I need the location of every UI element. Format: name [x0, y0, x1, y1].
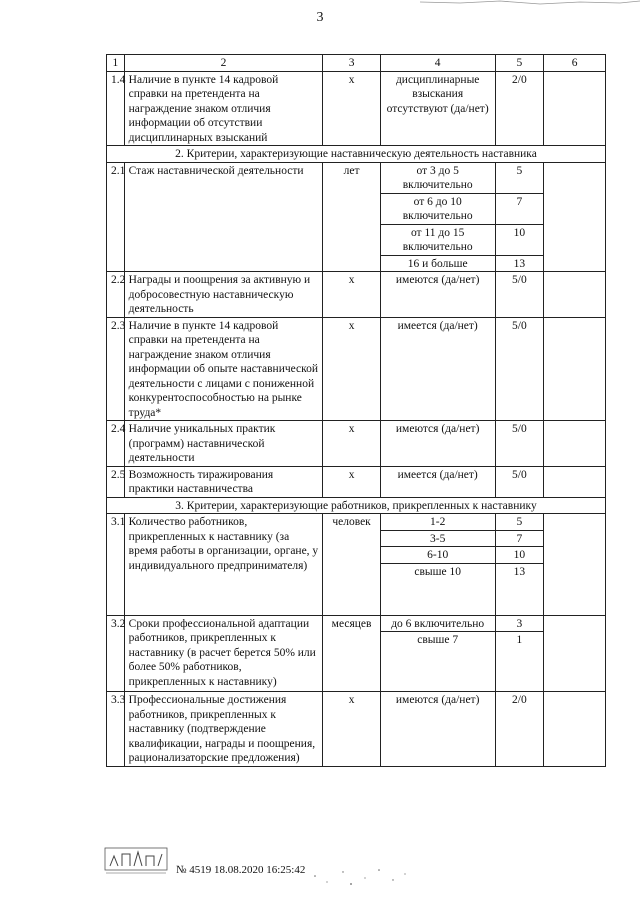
- row-number: 2.1: [107, 162, 125, 272]
- note-cell: [544, 272, 606, 318]
- row-number: 3.1: [107, 514, 125, 616]
- score-cell: 5/0: [495, 466, 544, 497]
- row-number: 3.2: [107, 615, 125, 692]
- score-cell: 2/0: [495, 71, 544, 146]
- score-cell: 10: [495, 547, 544, 564]
- score-cell: 1: [495, 632, 544, 692]
- criterion-text: Наличие в пункте 14 кадровой справки на претендента на награждение знаком отличия информации об опыте наставнической деятельности с лицами с пониженной конкурентоспособностью на рынке труда*: [124, 317, 323, 421]
- value-cell: имеются (да/нет): [380, 692, 495, 767]
- note-cell: [544, 317, 606, 421]
- unit-cell: х: [323, 421, 380, 467]
- value-cell: от 6 до 10 включительно: [380, 193, 495, 224]
- header-cell: 4: [380, 55, 495, 72]
- criterion-text: Профессиональные достижения работников, прикрепленных к наставнику (подтверждение квалификации, награды и поощрения, рационализаторские предложения): [124, 692, 323, 767]
- note-cell: [544, 692, 606, 767]
- row-number: 2.3: [107, 317, 125, 421]
- header-cell: 3: [323, 55, 380, 72]
- value-cell: 6-10: [380, 547, 495, 564]
- header-row: [107, 55, 606, 72]
- score-cell: 7: [495, 193, 544, 224]
- unit-cell: х: [323, 272, 380, 318]
- section-title: 2. Критерии, характеризующие наставническую деятельность наставника: [107, 146, 606, 163]
- section-title: 3. Критерии, характеризующие работников, прикрепленных к наставнику: [107, 497, 606, 514]
- row-number: 2.4: [107, 421, 125, 467]
- criterion-text: Награды и поощрения за активную и добросовестную наставническую деятельность: [124, 272, 323, 318]
- table-row: [107, 615, 606, 632]
- header-cell: 2: [124, 55, 323, 72]
- score-cell: 13: [495, 563, 544, 615]
- value-cell: 3-5: [380, 530, 495, 547]
- value-cell: имеются (да/нет): [380, 272, 495, 318]
- value-cell: 1-2: [380, 514, 495, 531]
- criterion-text: Наличие уникальных практик (программ) наставнической деятельности: [124, 421, 323, 467]
- row-number: 2.5: [107, 466, 125, 497]
- score-cell: 3: [495, 615, 544, 632]
- score-cell: 13: [495, 255, 544, 272]
- value-cell: до 6 включительно: [380, 615, 495, 632]
- scan-edge-icon: [420, 0, 640, 10]
- unit-cell: х: [323, 692, 380, 767]
- value-cell: имеется (да/нет): [380, 317, 495, 421]
- note-cell: [544, 421, 606, 467]
- section-row: [107, 497, 606, 514]
- value-cell: имеются (да/нет): [380, 421, 495, 467]
- table-row: [107, 71, 606, 146]
- scan-noise-icon: [305, 864, 425, 894]
- score-cell: 7: [495, 530, 544, 547]
- note-cell: [544, 71, 606, 146]
- table-row: [107, 272, 606, 318]
- stamp-icon: [104, 846, 168, 876]
- note-cell: [544, 466, 606, 497]
- row-number: 1.4: [107, 71, 125, 146]
- section-row: [107, 146, 606, 163]
- value-cell: свыше 10: [380, 563, 495, 615]
- unit-cell: месяцев: [323, 615, 380, 692]
- criterion-text: Возможность тиражирования практики наставничества: [124, 466, 323, 497]
- score-cell: 5/0: [495, 421, 544, 467]
- table-row: [107, 162, 606, 193]
- page-number: 3: [316, 10, 324, 25]
- unit-cell: х: [323, 466, 380, 497]
- value-cell: от 3 до 5 включительно: [380, 162, 495, 193]
- note-cell: [544, 514, 606, 616]
- note-cell: [544, 162, 606, 272]
- value-cell: дисциплинарные взыскания отсутствуют (да/нет): [380, 71, 495, 146]
- score-cell: 5/0: [495, 272, 544, 318]
- unit-cell: лет: [323, 162, 380, 272]
- table-row: [107, 514, 606, 531]
- criterion-text: Наличие в пункте 14 кадровой справки на претендента на награждение знаком отличия информации об отсутствии дисциплинарных взысканий: [124, 71, 323, 146]
- score-cell: 10: [495, 224, 544, 255]
- header-cell: 6: [544, 55, 606, 72]
- table-row: [107, 692, 606, 767]
- table-row: [107, 421, 606, 467]
- value-cell: свыше 7: [380, 632, 495, 692]
- row-number: 3.3: [107, 692, 125, 767]
- unit-cell: х: [323, 71, 380, 146]
- criteria-table: [106, 54, 606, 767]
- header-cell: 5: [495, 55, 544, 72]
- value-cell: от 11 до 15 включительно: [380, 224, 495, 255]
- score-cell: 2/0: [495, 692, 544, 767]
- value-cell: имеется (да/нет): [380, 466, 495, 497]
- score-cell: 5: [495, 514, 544, 531]
- criterion-text: Стаж наставнической деятельности: [124, 162, 323, 272]
- value-cell: 16 и больше: [380, 255, 495, 272]
- unit-cell: х: [323, 317, 380, 421]
- header-cell: 1: [107, 55, 125, 72]
- criterion-text: Количество работников, прикрепленных к наставнику (за время работы в организации, органе, у индивидуального предпринимателя): [124, 514, 323, 616]
- registration-number: № 4519 18.08.2020 16:25:42: [176, 864, 306, 876]
- row-number: 2.2: [107, 272, 125, 318]
- unit-cell: человек: [323, 514, 380, 616]
- table-row: [107, 317, 606, 421]
- table-row: [107, 466, 606, 497]
- score-cell: 5: [495, 162, 544, 193]
- criterion-text: Сроки профессиональной адаптации работников, прикрепленных к наставнику (в расчет берется 50% или более 50% работников, прикрепленных к наставнику): [124, 615, 323, 692]
- score-cell: 5/0: [495, 317, 544, 421]
- note-cell: [544, 615, 606, 692]
